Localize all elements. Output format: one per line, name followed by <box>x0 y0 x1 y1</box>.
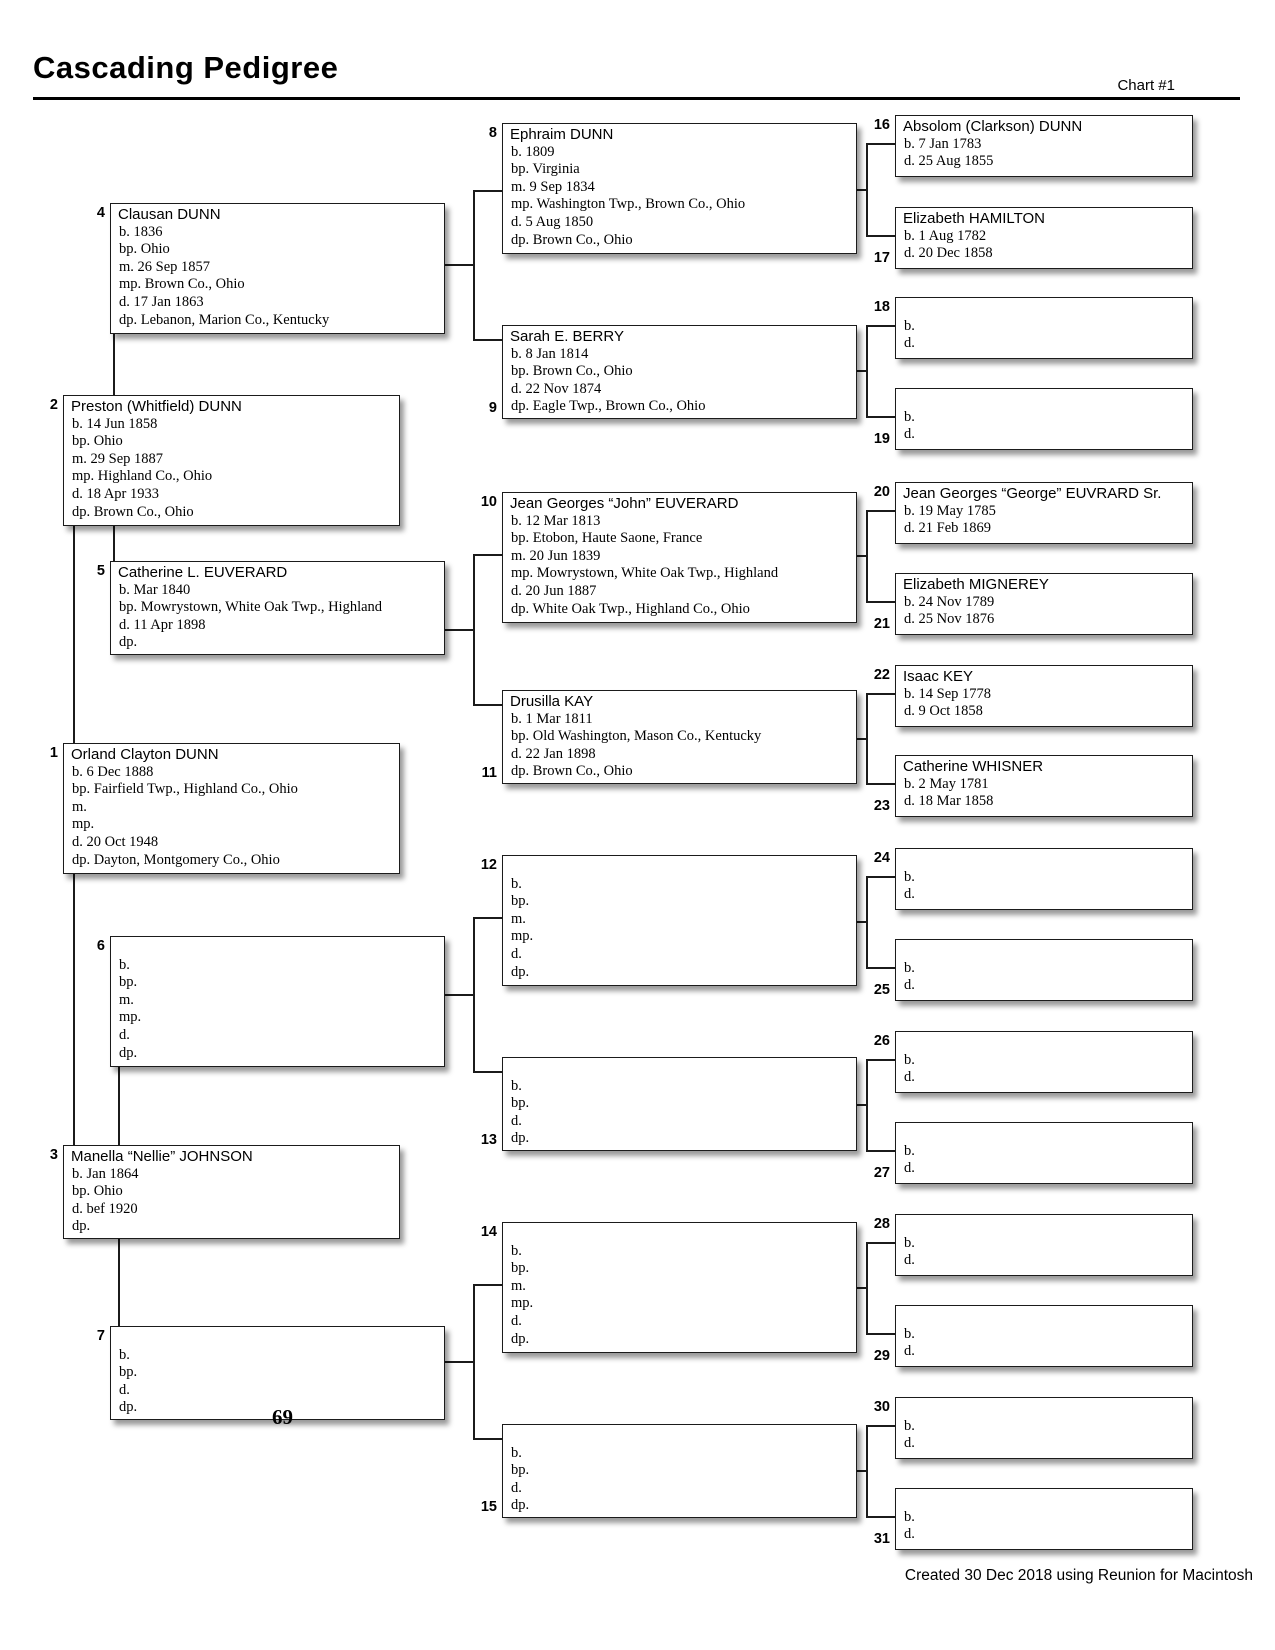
person-field: b. <box>904 408 915 425</box>
connector-line <box>866 1425 895 1427</box>
person-name: Drusilla KAY <box>510 693 594 710</box>
connector-line <box>857 555 866 557</box>
person-field: mp. <box>511 1295 534 1312</box>
title-rule <box>33 97 1240 100</box>
connector-line <box>445 264 473 266</box>
person-field: b. 7 Jan 1783 <box>904 135 982 152</box>
box-number: 13 <box>480 1132 497 1148</box>
person-field: d. 25 Aug 1855 <box>904 153 994 170</box>
person-field: mp. <box>511 928 534 945</box>
person-field: b. <box>904 868 915 885</box>
connector-line <box>473 554 502 556</box>
box-number: 28 <box>873 1216 890 1232</box>
box-number: 22 <box>873 667 890 683</box>
connector-line <box>113 334 115 395</box>
person-name: Sarah E. BERRY <box>510 328 624 345</box>
connector-line <box>857 738 866 740</box>
person-box-5 <box>110 561 445 655</box>
page-title: Cascading Pedigree <box>33 50 339 85</box>
connector-line <box>473 554 475 704</box>
person-field: d. 18 Apr 1933 <box>72 485 159 502</box>
person-box-12 <box>502 855 857 986</box>
person-field: b. 19 May 1785 <box>904 502 996 519</box>
person-field: mp. Brown Co., Ohio <box>119 276 245 293</box>
person-box-22 <box>895 665 1193 727</box>
connector-line <box>866 1150 895 1152</box>
person-field: bp. Fairfield Twp., Highland Co., Ohio <box>72 781 298 798</box>
person-field: m. 20 Jun 1839 <box>511 547 601 564</box>
person-field: b. 1836 <box>119 223 163 240</box>
person-field: b. 1 Aug 1782 <box>904 227 987 244</box>
person-field: mp. Washington Twp., Brown Co., Ohio <box>511 196 746 213</box>
person-name: Jean Georges “John” EUVERARD <box>510 495 739 512</box>
person-field: dp. <box>119 1399 138 1416</box>
box-number: 11 <box>481 765 497 781</box>
connector-line <box>866 1242 895 1244</box>
person-field: b. <box>119 956 130 973</box>
connector-line <box>473 1284 502 1286</box>
person-field: d. 20 Oct 1948 <box>72 833 159 850</box>
footer-note: Created 30 Dec 2018 using Reunion for Macintosh <box>904 1567 1253 1584</box>
person-field: m. 9 Sep 1834 <box>511 178 595 195</box>
person-field: b. Mar 1840 <box>119 581 191 598</box>
connector-line <box>866 601 895 603</box>
person-name <box>896 1034 1192 1052</box>
page-number: 69 <box>272 1405 293 1429</box>
person-field: bp. <box>511 893 530 910</box>
person-field: mp. <box>72 816 95 833</box>
box-number: 16 <box>873 117 890 133</box>
person-name: Ephraim DUNN <box>510 126 614 143</box>
box-number: 24 <box>873 850 890 866</box>
person-name: Elizabeth MIGNEREY <box>903 576 1049 593</box>
person-box-29 <box>895 1305 1193 1367</box>
connector-line <box>118 1067 120 1145</box>
connector-line <box>866 143 868 235</box>
person-name: Orland Clayton DUNN <box>71 746 219 763</box>
person-name <box>896 1491 1192 1509</box>
person-field: bp. <box>119 1364 138 1381</box>
person-field: d. 22 Jan 1898 <box>511 745 596 762</box>
connector-line <box>473 190 502 192</box>
box-number: 7 <box>96 1328 105 1344</box>
box-number: 2 <box>49 397 58 413</box>
connector-line <box>73 874 75 1145</box>
connector-line <box>857 189 866 191</box>
connector-line <box>473 190 475 339</box>
person-field: b. <box>904 1417 915 1434</box>
person-box-2 <box>63 395 400 526</box>
person-name: Manella “Nellie” JOHNSON <box>71 1148 253 1165</box>
person-field: dp. <box>511 1330 530 1347</box>
person-box-18 <box>895 297 1193 359</box>
person-name <box>896 1400 1192 1418</box>
connector-line <box>73 526 75 743</box>
box-number: 17 <box>873 250 890 266</box>
person-field: d. <box>904 1435 915 1452</box>
person-name <box>503 1060 856 1078</box>
connector-line <box>866 1059 868 1150</box>
box-number: 5 <box>96 563 105 579</box>
person-field: d. <box>119 1381 130 1398</box>
person-field: bp. <box>511 1462 530 1479</box>
person-field: d. 20 Dec 1858 <box>904 245 993 262</box>
connector-line <box>866 1242 868 1333</box>
person-box-14 <box>502 1222 857 1353</box>
person-field: d. 5 Aug 1850 <box>511 213 594 230</box>
person-field: b. 14 Sep 1778 <box>904 685 991 702</box>
connector-line <box>473 1071 502 1073</box>
person-field: dp. <box>511 963 530 980</box>
person-box-31 <box>895 1488 1193 1550</box>
person-field: d. <box>904 1343 915 1360</box>
person-name <box>503 858 856 876</box>
person-name <box>896 391 1192 409</box>
person-field: m. 26 Sep 1857 <box>119 258 211 275</box>
person-field: d. <box>511 945 522 962</box>
person-field: bp. <box>511 1260 530 1277</box>
person-field: b. <box>511 1444 522 1461</box>
connector-line <box>857 1470 866 1472</box>
connector-line <box>445 629 473 631</box>
person-field: m. <box>119 991 134 1008</box>
person-field: d. 25 Nov 1876 <box>904 611 995 628</box>
connector-line <box>866 693 895 695</box>
person-box-11 <box>502 690 857 784</box>
box-number: 25 <box>873 982 890 998</box>
person-field: bp. Old Washington, Mason Co., Kentucky <box>511 728 762 745</box>
person-box-23 <box>895 755 1193 817</box>
box-number: 1 <box>49 745 58 761</box>
person-field: d. <box>904 1526 915 1543</box>
person-field: d. 9 Oct 1858 <box>904 703 983 720</box>
person-field: dp. White Oak Twp., Highland Co., Ohio <box>511 600 750 617</box>
box-number: 19 <box>873 431 890 447</box>
person-field: bp. Brown Co., Ohio <box>511 363 633 380</box>
person-field: bp. Ohio <box>72 433 123 450</box>
person-box-15 <box>502 1424 857 1518</box>
connector-line <box>866 783 895 785</box>
person-field: bp. Mowrystown, White Oak Twp., Highland <box>119 599 383 616</box>
chart-number-label: Chart #1 <box>1117 77 1175 94</box>
box-number: 18 <box>873 299 890 315</box>
person-name <box>896 1125 1192 1143</box>
connector-line <box>473 1284 475 1438</box>
person-field: m. <box>72 798 87 815</box>
person-name: Jean Georges “George” EUVRARD Sr. <box>903 485 1162 502</box>
person-field: dp. <box>119 1044 138 1061</box>
person-box-28 <box>895 1214 1193 1276</box>
connector-line <box>857 370 866 372</box>
person-field: b. 14 Jun 1858 <box>72 415 158 432</box>
person-field: dp. <box>511 1497 530 1514</box>
box-number: 3 <box>49 1147 58 1163</box>
person-name: Elizabeth HAMILTON <box>903 210 1045 227</box>
person-field: b. 1809 <box>511 143 555 160</box>
person-field: d. <box>904 335 915 352</box>
person-name: Isaac KEY <box>903 668 974 685</box>
connector-line <box>866 967 895 969</box>
person-box-4 <box>110 203 445 334</box>
connector-line <box>857 921 866 923</box>
connector-line <box>473 1438 502 1440</box>
person-name <box>111 939 444 957</box>
person-name: Preston (Whitfield) DUNN <box>71 398 242 415</box>
box-number: 31 <box>873 1531 890 1547</box>
person-field: b. 2 May 1781 <box>904 775 989 792</box>
person-box-13 <box>502 1057 857 1151</box>
connector-line <box>857 1287 866 1289</box>
box-number: 26 <box>873 1033 890 1049</box>
person-field: mp. Mowrystown, White Oak Twp., Highland <box>511 565 779 582</box>
person-field: d. <box>904 886 915 903</box>
box-number: 23 <box>873 798 890 814</box>
person-field: bp. Ohio <box>119 241 170 258</box>
box-number: 8 <box>488 125 497 141</box>
person-field: d. <box>119 1026 130 1043</box>
connector-line <box>866 235 895 237</box>
person-field: b. <box>904 1325 915 1342</box>
box-number: 10 <box>480 494 497 510</box>
person-box-24 <box>895 848 1193 910</box>
person-field: d. 21 Feb 1869 <box>904 520 991 537</box>
person-box-20 <box>895 482 1193 544</box>
connector-line <box>866 1425 868 1516</box>
person-field: d. <box>511 1312 522 1329</box>
person-field: b. <box>904 317 915 334</box>
connector-line <box>866 876 895 878</box>
person-field: d. <box>904 977 915 994</box>
person-field: d. <box>904 1252 915 1269</box>
person-field: bp. Etobon, Haute Saone, France <box>511 530 703 547</box>
box-number: 20 <box>873 484 890 500</box>
box-number: 15 <box>480 1499 497 1515</box>
person-field: d. <box>904 1160 915 1177</box>
connector-line <box>866 876 868 967</box>
person-field: mp. <box>119 1009 142 1026</box>
person-name: Catherine WHISNER <box>903 758 1044 775</box>
person-field: dp. Brown Co., Ohio <box>72 503 194 520</box>
person-box-26 <box>895 1031 1193 1093</box>
person-field: b. 1 Mar 1811 <box>511 710 593 727</box>
person-field: m. <box>511 1277 526 1294</box>
person-field: b. <box>904 1508 915 1525</box>
person-field: bp. <box>511 1095 530 1112</box>
person-field: dp. Brown Co., Ohio <box>511 763 633 780</box>
connector-line <box>866 510 895 512</box>
person-field: d. 20 Jun 1887 <box>511 582 597 599</box>
connector-line <box>445 1361 473 1363</box>
box-number: 30 <box>873 1399 890 1415</box>
person-name: Catherine L. EUVERARD <box>118 564 288 581</box>
box-number: 14 <box>480 1224 497 1240</box>
connector-line <box>473 339 502 341</box>
person-field: b. Jan 1864 <box>72 1165 139 1182</box>
person-box-25 <box>895 939 1193 1001</box>
person-name <box>896 300 1192 318</box>
person-field: d. 17 Jan 1863 <box>119 293 204 310</box>
connector-line <box>118 1239 120 1326</box>
connector-line <box>866 416 895 418</box>
connector-line <box>866 325 895 327</box>
person-field: bp. Virginia <box>511 161 580 178</box>
connector-line <box>473 704 502 706</box>
person-field: b. 12 Mar 1813 <box>511 512 601 529</box>
connector-line <box>857 1104 866 1106</box>
person-box-30 <box>895 1397 1193 1459</box>
connector-line <box>473 917 502 919</box>
person-box-16 <box>895 115 1193 177</box>
person-field: bp. <box>119 974 138 991</box>
connector-line <box>866 325 868 416</box>
connector-line <box>866 510 868 601</box>
box-number: 29 <box>873 1348 890 1364</box>
person-name <box>503 1225 856 1243</box>
person-field: b. <box>511 875 522 892</box>
box-number: 6 <box>96 938 105 954</box>
person-box-6 <box>110 936 445 1067</box>
person-field: b. <box>904 1051 915 1068</box>
person-field: d. bef 1920 <box>72 1200 138 1217</box>
box-number: 12 <box>480 857 497 873</box>
person-field: d. 18 Mar 1858 <box>904 793 994 810</box>
person-field: b. 24 Nov 1789 <box>904 593 995 610</box>
person-field: b. 8 Jan 1814 <box>511 345 589 362</box>
person-name <box>503 1427 856 1445</box>
person-box-8 <box>502 123 857 254</box>
person-box-10 <box>502 492 857 623</box>
person-field: mp. Highland Co., Ohio <box>72 468 213 485</box>
person-name <box>111 1329 444 1347</box>
person-name <box>896 1217 1192 1235</box>
person-field: dp. <box>72 1218 91 1235</box>
person-field: dp. Lebanon, Marion Co., Kentucky <box>119 311 330 328</box>
connector-line <box>445 994 473 996</box>
person-name: Clausan DUNN <box>118 206 221 223</box>
person-name: Absolom (Clarkson) DUNN <box>903 118 1083 135</box>
connector-line <box>866 1059 895 1061</box>
person-field: d. <box>511 1479 522 1496</box>
person-field: b. <box>904 1234 915 1251</box>
connector-line <box>866 693 868 783</box>
box-number: 4 <box>96 205 105 221</box>
person-field: dp. Brown Co., Ohio <box>511 231 633 248</box>
person-field: b. <box>511 1242 522 1259</box>
person-name <box>896 942 1192 960</box>
person-field: dp. Dayton, Montgomery Co., Ohio <box>72 851 280 868</box>
person-box-19 <box>895 388 1193 450</box>
connector-line <box>866 143 895 145</box>
person-field: m. 29 Sep 1887 <box>72 450 164 467</box>
person-field: b. <box>904 1142 915 1159</box>
person-name <box>896 851 1192 869</box>
person-box-27 <box>895 1122 1193 1184</box>
person-field: dp. <box>119 634 138 651</box>
person-box-1 <box>63 743 400 874</box>
box-number: 27 <box>873 1165 890 1181</box>
person-field: dp. <box>511 1130 530 1147</box>
person-field: b. <box>119 1346 130 1363</box>
person-field: b. 6 Dec 1888 <box>72 763 154 780</box>
person-box-17 <box>895 207 1193 269</box>
person-box-9 <box>502 325 857 419</box>
box-number: 9 <box>488 400 497 416</box>
connector-line <box>866 1333 895 1335</box>
person-field: d. <box>904 426 915 443</box>
person-field: bp. Ohio <box>72 1183 123 1200</box>
person-box-21 <box>895 573 1193 635</box>
person-field: b. <box>904 959 915 976</box>
connector-line <box>113 526 115 561</box>
person-field: d. <box>511 1112 522 1129</box>
person-name <box>896 1308 1192 1326</box>
person-field: b. <box>511 1077 522 1094</box>
person-field: d. <box>904 1069 915 1086</box>
connector-line <box>473 917 475 1071</box>
person-field: dp. Eagle Twp., Brown Co., Ohio <box>511 398 706 415</box>
person-field: d. 22 Nov 1874 <box>511 380 602 397</box>
person-box-3 <box>63 1145 400 1239</box>
person-field: d. 11 Apr 1898 <box>119 616 206 633</box>
connector-line <box>866 1516 895 1518</box>
person-field: m. <box>511 910 526 927</box>
box-number: 21 <box>873 616 890 632</box>
